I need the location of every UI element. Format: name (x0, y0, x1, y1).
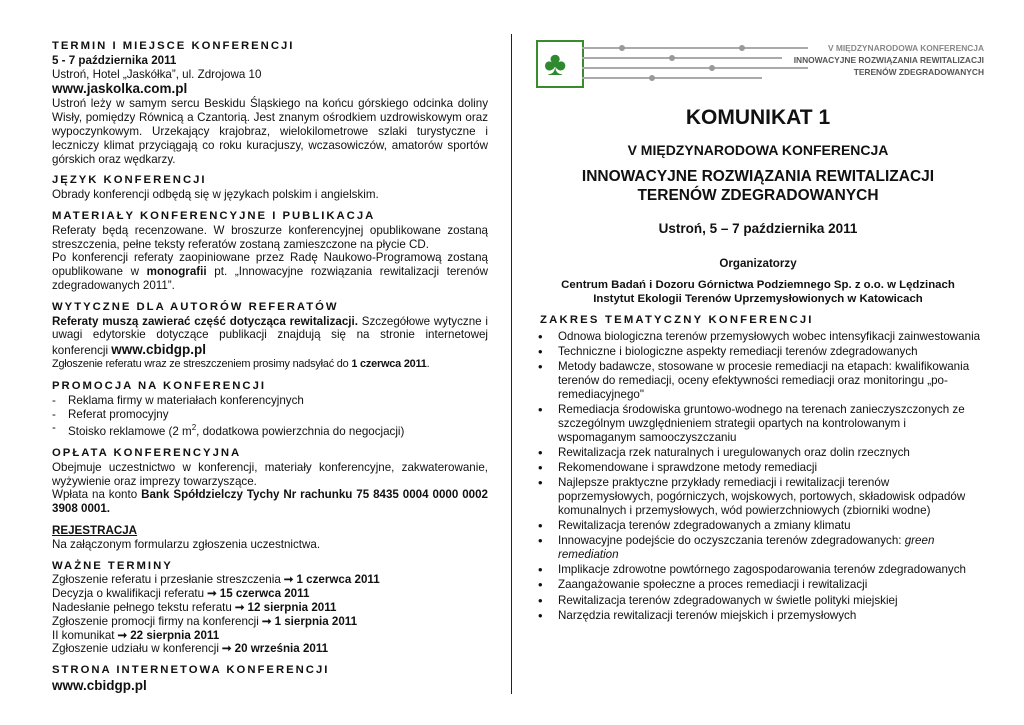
arrow-icon: ➞ (207, 587, 217, 601)
promocja-item: - Reklama firmy w materiałach konferencyjnych (52, 394, 488, 408)
arrow-icon: ➞ (117, 628, 128, 642)
termin-row (52, 573, 488, 587)
wytyczne-heading: WYTYCZNE DLA AUTORÓW REFERATÓW (52, 300, 339, 313)
wytyczne-bold: Referaty muszą zawierać część dotycząca rewitalizacji. (52, 314, 358, 328)
ustron-description: Ustroń leży w samym sercu Beskidu Śląskiego na końcu górskiego odcinka doliny Wisły, pomiędzy Równicą a Czantorią. Jest znanym ośrodkiem uzdrowiskowym oraz wypoczynkowym. Urzekający krajobraz, wielokilometrowe szlaki turystyczne i leczniczy klimat przyciągają co roku kuracjuszy, wczasowiczów, amatorów sportów górskich oraz wędkarzy. (52, 97, 488, 166)
organizer: Centrum Badań i Dozoru Górnictwa Podziemnego Sp. z o.o. w Lędzinach (561, 279, 955, 291)
conference-name-line: INNOWACYJNE ROZWIĄZANIA REWITALIZACJI (581, 168, 935, 185)
materialy-p1: Referaty będą recenzowane. W broszurze konferencyjnej opublikowane zostaną streszczenia, pełne teksty referatów zostaną zamieszczone na płycie CD. (52, 223, 488, 251)
oplata-p2 (52, 488, 488, 516)
termin-date: 1 sierpnia 2011 (274, 614, 358, 628)
list-item: • Najlepsze praktyczne przykłady remediacji i rewitalizacji terenów poprzemysłowych, pogórniczych, wojskowych, portowych, składowisk odpadów komunalnych i przemysłowych, wód powierzchniowych (zbiorniki wodne) (532, 476, 984, 517)
list-item: • Techniczne i biologiczne aspekty remediacji terenów zdegradowanych (532, 345, 984, 359)
conference-logo (532, 34, 984, 98)
deadline-text: Zgłoszenie referatu wraz ze streszczeniem prosimy nadsyłać do (52, 358, 352, 371)
materialy-heading: MATERIAŁY KONFERENCYJNE I PUBLIKACJA (52, 209, 376, 222)
conference-date: Ustroń, 5 – 7 października 2011 (658, 221, 858, 236)
logo-line: TERENÓW ZDEGRADOWANYCH (853, 67, 984, 77)
jezyk-text: Obrady konferencji odbędą się w językach polskim i angielskim. (52, 188, 379, 202)
page-title: KOMUNIKAT 1 (685, 106, 831, 129)
termin-row (52, 629, 488, 643)
oplata-p2-text: Wpłata na konto (52, 488, 142, 502)
deadline-end: . (426, 358, 430, 371)
list-item: • Odnowa biologiczna terenów przemysłowych wobec intensyfikacji zainwestowania (532, 330, 984, 344)
termin-label: II komunikat (52, 628, 115, 642)
termin-heading: TERMIN I MIEJSCE KONFERENCJI (52, 40, 295, 52)
organizer: Instytut Ekologii Terenów Uprzemysłowionych w Katowicach (593, 293, 923, 305)
logo-line: V MIĘDZYNARODOWA KONFERENCJA (827, 43, 984, 53)
conference-place: Ustroń, Hotel „Jaskółka”, ul. Zdrojowa 10 (52, 67, 262, 81)
list-item: • Rewitalizacja terenów zdegradowanych a zmiany klimatu (532, 519, 984, 533)
termin-row (52, 642, 488, 656)
termin-date: 22 sierpnia 2011 (130, 628, 220, 642)
promocja-item (52, 421, 488, 439)
cbidgp-url[interactable]: www.cbidgp.pl (111, 342, 207, 358)
oplata-heading: OPŁATA KONFERENCYJNA (52, 446, 242, 459)
arrow-icon: ➞ (283, 573, 294, 587)
conference-name-line: TERENÓW ZDEGRADOWANYCH (637, 187, 879, 204)
materialy-p2-end: pt. „Innowacyjne rozwiązania rewitalizacji terenów zdegradowanych 2011”. (52, 265, 488, 292)
termin-label: Zgłoszenie promocji firmy na konferencji (52, 614, 259, 628)
list-item: • Rewitalizacja terenów zdegradowanych w świetle polityki miejskiej (532, 594, 984, 608)
topic-italic: green remediation (558, 534, 935, 562)
termin-row (52, 601, 488, 615)
wytyczne-text (52, 315, 488, 359)
termin-date: 12 sierpnia 2011 (247, 600, 337, 614)
organizers-heading: Organizatorzy (719, 257, 797, 270)
deadline-date: 1 czerwca 2011 (351, 358, 427, 371)
arrow-icon: ➞ (261, 614, 272, 628)
terminy-heading: WAŻNE TERMINY (52, 559, 173, 572)
promocja-item-text: Stoisko reklamowe (2 m (68, 425, 192, 439)
logo-text (774, 42, 984, 78)
list-item: • Remediacja środowiska gruntowo-wodnego na terenach zanieczyszczonych ze szczególnym uwzględnieniem strategii opartych na kontrolowanym i wspomaganym samooczyszczaniu (532, 403, 984, 444)
list-item: • Rekomendowane i sprawdzone metody remediacji (532, 461, 984, 475)
organizers (532, 278, 984, 306)
wytyczne-body: Szczegółowe wytyczne i uwagi edytorskie dotyczące publikacji znajdują się na stronie internetowej konferencji (52, 314, 488, 358)
strona-heading: STRONA INTERNETOWA KONFERENCJI (52, 664, 330, 677)
termin-date: 20 września 2011 (234, 642, 329, 656)
list-item: • Metody badawcze, stosowane w procesie remediacji na etapach: kwalifikowania terenów do remediacji, oceny efektywności remediacji oraz monitoringu „po-remediacyjnego" (532, 360, 984, 401)
rejestracja-text: Na załączonym formularzu zgłoszenia uczestnictwa. (52, 537, 321, 551)
termin-label: Decyzja o kwalifikacji referatu (52, 587, 205, 601)
materialy-p2-text: Po konferencji referaty zaopiniowane przez Radę Naukowo-Programową zostaną opublikowane w (52, 251, 488, 279)
topic-text: Innowacyjne podejście do oczyszczania terenów zdegradowanych: (558, 534, 905, 548)
termin-date: 1 czerwca 2011 (296, 573, 380, 587)
bank-account: Bank Spółdzielczy Tychy Nr rachunku 75 8435 0004 0000 0002 3908 0001. (52, 488, 488, 516)
strona-url[interactable]: www.cbidgp.pl (52, 677, 147, 693)
list-item: • Rewitalizacja rzek naturalnych i uregulowanych oraz dolin rzecznych (532, 446, 984, 460)
list-item: • Implikacje zdrowotne powtórnego zagospodarowania terenów zdegradowanych (532, 563, 984, 577)
oplata-p1: Obejmuje uczestnictwo w konferencji, materiały konferencyjne, zakwaterowanie, wyżywienie oraz imprezy towarzyszące. (52, 460, 488, 488)
logo-line: INNOWACYJNE ROZWIĄZANIA REWITALIZACJI (793, 55, 984, 65)
termin-row (52, 615, 488, 629)
promocja-item-end: , dodatkowa powierzchnia do negocjacji) (196, 425, 405, 439)
superscript: 2 (191, 423, 197, 433)
conference-name (532, 167, 984, 205)
clover-icon: ♣ (544, 45, 567, 83)
list-item: • Zaangażowanie społeczne a proces remediacji i rewitalizacji (532, 578, 984, 592)
promocja-heading: PROMOCJA NA KONFERENCJI (52, 379, 267, 392)
topics-list (532, 330, 984, 623)
rejestracja-heading: REJESTRACJA (52, 523, 138, 537)
left-column (52, 40, 488, 694)
arrow-icon: ➞ (234, 600, 245, 614)
materialy-p2 (52, 251, 488, 292)
jezyk-heading: JĘZYK KONFERENCJI (52, 174, 207, 187)
right-column (532, 34, 984, 624)
promocja-list (52, 394, 488, 439)
wytyczne-deadline (52, 358, 488, 372)
hotel-url[interactable]: www.jaskolka.com.pl (52, 81, 188, 97)
zakres-heading: ZAKRES TEMATYCZNY KONFERENCJI (540, 314, 814, 326)
arrow-icon: ➞ (221, 642, 232, 656)
termin-label: Nadesłanie pełnego tekstu referatu (52, 600, 232, 614)
termin-row (52, 587, 488, 601)
termin-label: Zgłoszenie udziału w konferencji (52, 642, 219, 656)
column-divider (511, 34, 512, 694)
list-item (532, 534, 984, 562)
conference-dates: 5 - 7 października 2011 (52, 53, 177, 67)
logo-box (536, 40, 584, 88)
monografia-label: monografii (146, 265, 207, 279)
conference-edition: V MIĘDZYNARODOWA KONFERENCJA (627, 142, 889, 158)
terminy-list (52, 573, 488, 656)
promocja-item: - Referat promocyjny (52, 408, 488, 422)
termin-date: 15 czerwca 2011 (219, 587, 310, 601)
termin-label: Zgłoszenie referatu i przesłanie streszczenia (52, 573, 281, 587)
list-item: • Narzędzia rewitalizacji terenów miejskich i przemysłowych (532, 609, 984, 623)
